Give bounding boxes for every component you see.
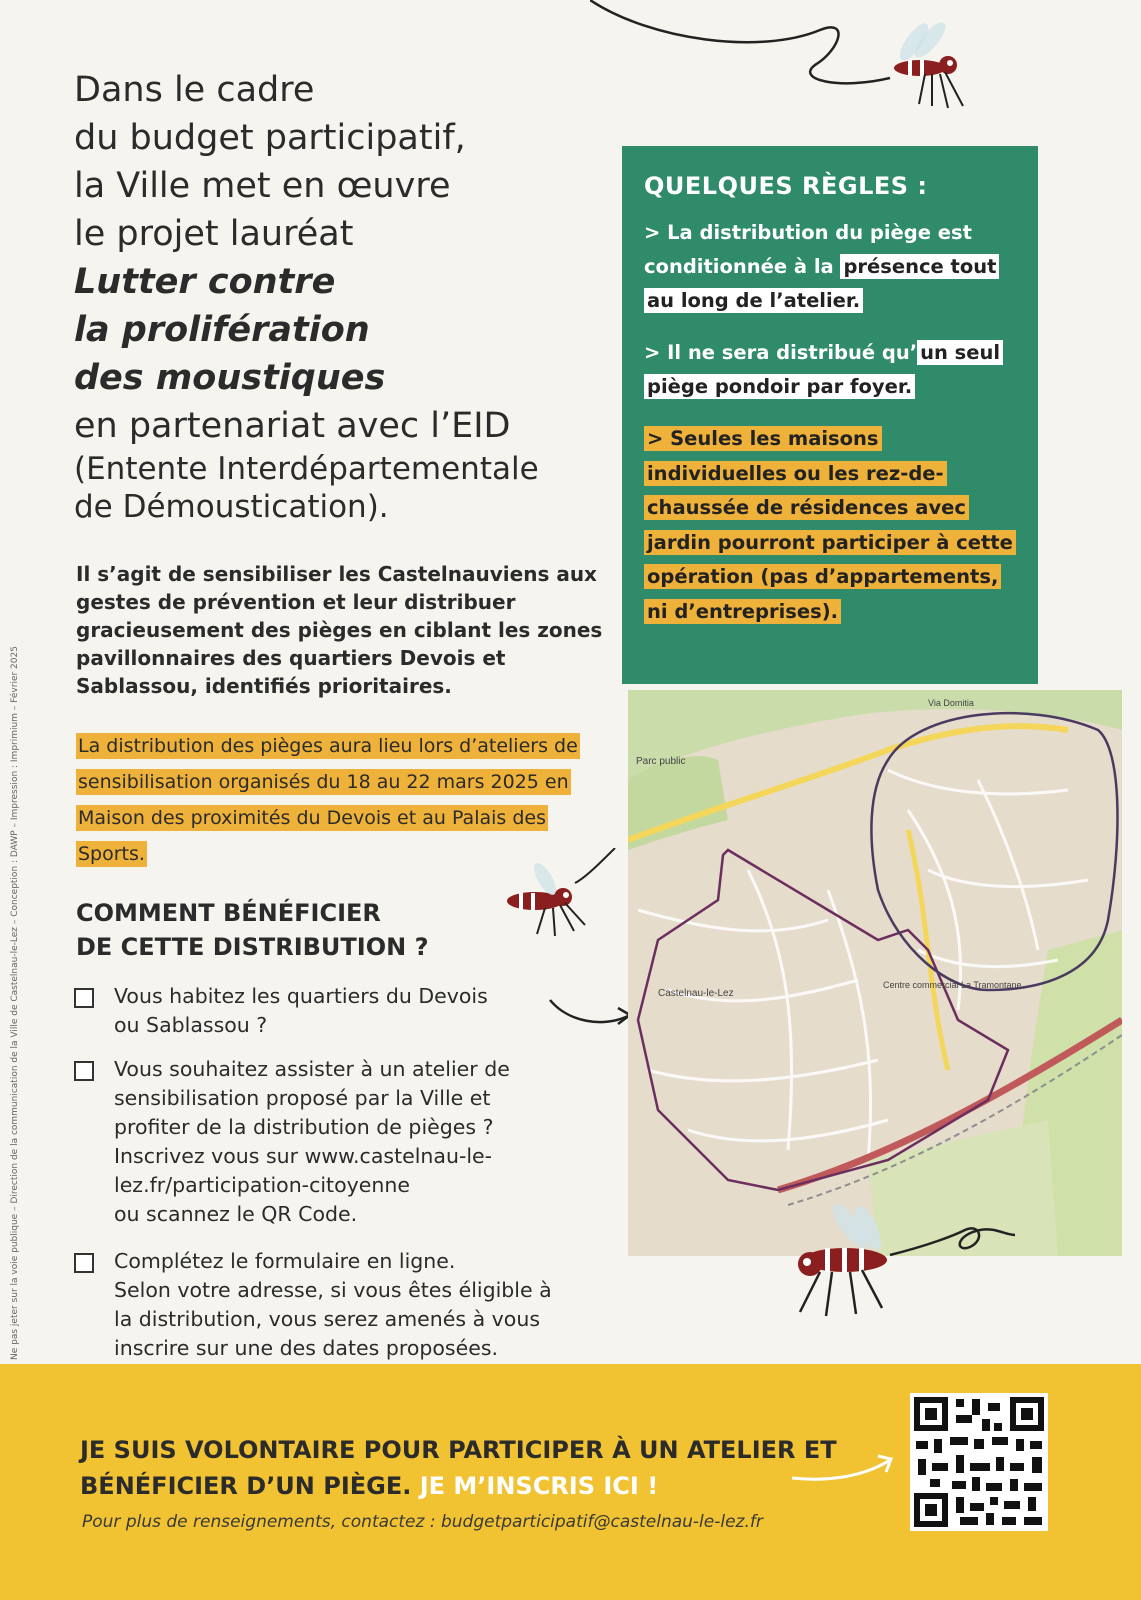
- checklist-item[interactable]: [74, 1247, 604, 1363]
- map-label: Parc public: [636, 756, 686, 767]
- mosquito-icon: [894, 18, 963, 108]
- cta-text[interactable]: [80, 1432, 880, 1504]
- mosquito-icon: [507, 860, 585, 936]
- partner-sub-line: (Entente Interdépartementale: [74, 451, 539, 487]
- flight-path: [575, 848, 615, 883]
- rule-presence-highlight: présence tout au long de l’atelier.: [644, 254, 999, 313]
- legal-side-text: Ne pas jeter sur la voie publique – Direction de la communication de la Ville de Castelnau-le-Lez – Conception : DAWP – Impression : Imprimium – Février 2025: [10, 646, 20, 1360]
- checkbox-icon[interactable]: [74, 988, 94, 1008]
- rule-one-trap: [644, 336, 1024, 404]
- intro-block: [74, 66, 594, 526]
- checklist-item-text: Complétez le formulaire en ligne. Selon votre adresse, si vous êtes éligible à la distribution, vous serez amenés à vous inscrire sur une des dates proposées.: [114, 1249, 552, 1360]
- rule-houses-highlight: > Seules les maisons individuelles ou les rez-de-chaussée de résidences avec jardin pourront participer à cette opération (pas d’appartements, ni d’entreprises).: [644, 426, 1016, 624]
- project-title-line: la prolifération: [74, 310, 370, 350]
- rule-one-trap-text: > Il ne sera distribué qu’: [644, 341, 918, 364]
- rules-title: QUELQUES RÈGLES :: [644, 172, 928, 200]
- how-title-line: COMMENT BÉNÉFICIER: [76, 899, 381, 927]
- qr-code-icon[interactable]: [910, 1393, 1048, 1531]
- arrow-icon: [790, 1448, 900, 1488]
- rule-one-trap-highlight: un seul piège pondoir par foyer.: [644, 340, 1003, 399]
- mosquito-illustration-top: [590, 0, 990, 130]
- project-title-line: des moustiques: [74, 358, 386, 398]
- legal-side-note: [2, 646, 20, 1360]
- mosquito-icon: [798, 1200, 887, 1316]
- partner-line: en partenariat avec l’EID: [74, 406, 511, 446]
- checkbox-icon[interactable]: [74, 1061, 94, 1081]
- cta-main: JE SUIS VOLONTAIRE POUR PARTICIPER À UN ATELIER ET BÉNÉFICIER D’UN PIÈGE.: [80, 1436, 837, 1500]
- rule-presence: [644, 216, 1024, 318]
- intro-line: le projet lauréat: [74, 214, 354, 254]
- rule-houses: [644, 422, 1024, 629]
- checklist-item-text: Vous habitez les quartiers du Devois ou Sablassou ?: [114, 984, 488, 1037]
- checklist-item[interactable]: [74, 982, 604, 1040]
- intro-line: la Ville met en œuvre: [74, 166, 451, 206]
- lead-paragraph: Il s’agit de sensibiliser les Castelnauviens aux gestes de prévention et leur distribuer gracieusement des pièges en ciblant les zones pavillonnaires des quartiers Devois et Sablassou, identifiés prioritaires.: [76, 562, 603, 698]
- contact-line: Pour plus de renseignements, contactez : budgetparticipatif@castelnau-le-lez.fr: [82, 1512, 763, 1532]
- how-title: [76, 896, 536, 964]
- checklist-item[interactable]: [74, 1055, 604, 1229]
- flight-path: [890, 1228, 1015, 1255]
- map-label: Via Domitia: [928, 698, 974, 708]
- cta-accent[interactable]: JE M’INSCRIS ICI !: [419, 1472, 659, 1500]
- map-label: Centre commercial La Tramontane: [883, 980, 1022, 990]
- partner-sub-line: de Démoustication).: [74, 489, 389, 525]
- rule-presence-text: > La distribution du piège est conditionnée à la: [644, 221, 972, 278]
- how-title-line: DE CETTE DISTRIBUTION ?: [76, 933, 429, 961]
- neighbourhood-map[interactable]: [628, 690, 1122, 1256]
- map-drawing: [628, 690, 1122, 1256]
- mosquito-illustration-middle: [505, 848, 635, 948]
- checklist-item-text: Vous souhaitez assister à un atelier de sensibilisation proposé par la Ville et profiter de la distribution de pièges ? Inscrivez vous sur www.castelnau-le- lez.fr/participation-citoyenne ou scannez le QR Code.: [114, 1057, 510, 1226]
- project-title-line: Lutter contre: [74, 262, 336, 302]
- intro-line: du budget participatif,: [74, 118, 466, 158]
- mosquito-illustration-bottom: [780, 1195, 1040, 1345]
- qr-code-drawing: [910, 1393, 1048, 1531]
- flight-path: [590, 0, 890, 83]
- checkbox-icon[interactable]: [74, 1253, 94, 1273]
- distribution-text: La distribution des pièges aura lieu lors d’ateliers de sensibilisation organisés du 18 au 22 mars 2025 en Maison des proximités du Devois et au Palais des Sports.: [78, 735, 578, 865]
- rules-panel: [622, 146, 1038, 684]
- intro-line: Dans le cadre: [74, 70, 315, 110]
- map-label: Castelnau-le-Lez: [658, 988, 734, 999]
